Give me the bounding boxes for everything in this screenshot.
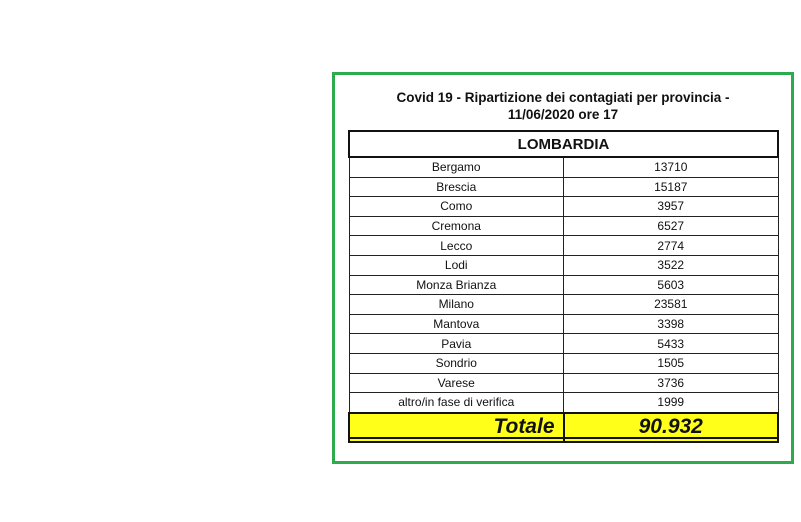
value-cell: 6527 xyxy=(564,216,779,236)
province-cell: altro/in fase di verifica xyxy=(349,393,564,413)
value-cell: 13710 xyxy=(564,157,779,177)
value-cell: 1999 xyxy=(564,393,779,413)
value-cell: 5433 xyxy=(564,334,779,354)
value-cell: 1505 xyxy=(564,353,779,373)
value-cell: 5603 xyxy=(564,275,779,295)
value-cell: 15187 xyxy=(564,177,779,197)
document-frame xyxy=(332,72,794,464)
table-row xyxy=(349,275,778,295)
province-cell: Monza Brianza xyxy=(349,275,564,295)
title-line-2: 11/06/2020 ore 17 xyxy=(507,107,619,122)
province-cell: Pavia xyxy=(349,334,564,354)
region-header: LOMBARDIA xyxy=(349,131,778,157)
province-cell: Bergamo xyxy=(349,157,564,177)
total-label: Totale xyxy=(349,413,564,442)
cases-table xyxy=(348,130,779,443)
region-header-row xyxy=(349,131,778,157)
province-cell: Como xyxy=(349,197,564,217)
table-row xyxy=(349,334,778,354)
table-row xyxy=(349,393,778,413)
province-cell: Lecco xyxy=(349,236,564,256)
table-row xyxy=(349,373,778,393)
province-cell: Mantova xyxy=(349,314,564,334)
table-row xyxy=(349,177,778,197)
province-cell: Sondrio xyxy=(349,353,564,373)
value-cell: 3736 xyxy=(564,373,779,393)
table-row xyxy=(349,197,778,217)
value-cell: 3522 xyxy=(564,255,779,275)
total-value: 90.932 xyxy=(564,413,779,442)
table-row xyxy=(349,314,778,334)
province-cell: Milano xyxy=(349,295,564,315)
province-cell: Brescia xyxy=(349,177,564,197)
province-cell: Varese xyxy=(349,373,564,393)
table-row xyxy=(349,255,778,275)
title-line-1: Covid 19 - Ripartizione dei contagiati per provincia - xyxy=(396,90,730,105)
province-cell: Cremona xyxy=(349,216,564,236)
value-cell: 3957 xyxy=(564,197,779,217)
table-row xyxy=(349,295,778,315)
province-cell: Lodi xyxy=(349,255,564,275)
table-row xyxy=(349,236,778,256)
value-cell: 2774 xyxy=(564,236,779,256)
value-cell: 23581 xyxy=(564,295,779,315)
table-row xyxy=(349,216,778,236)
document-title xyxy=(335,89,791,123)
value-cell: 3398 xyxy=(564,314,779,334)
table-bottom-rule xyxy=(348,437,779,439)
table-row xyxy=(349,353,778,373)
table-row xyxy=(349,157,778,177)
